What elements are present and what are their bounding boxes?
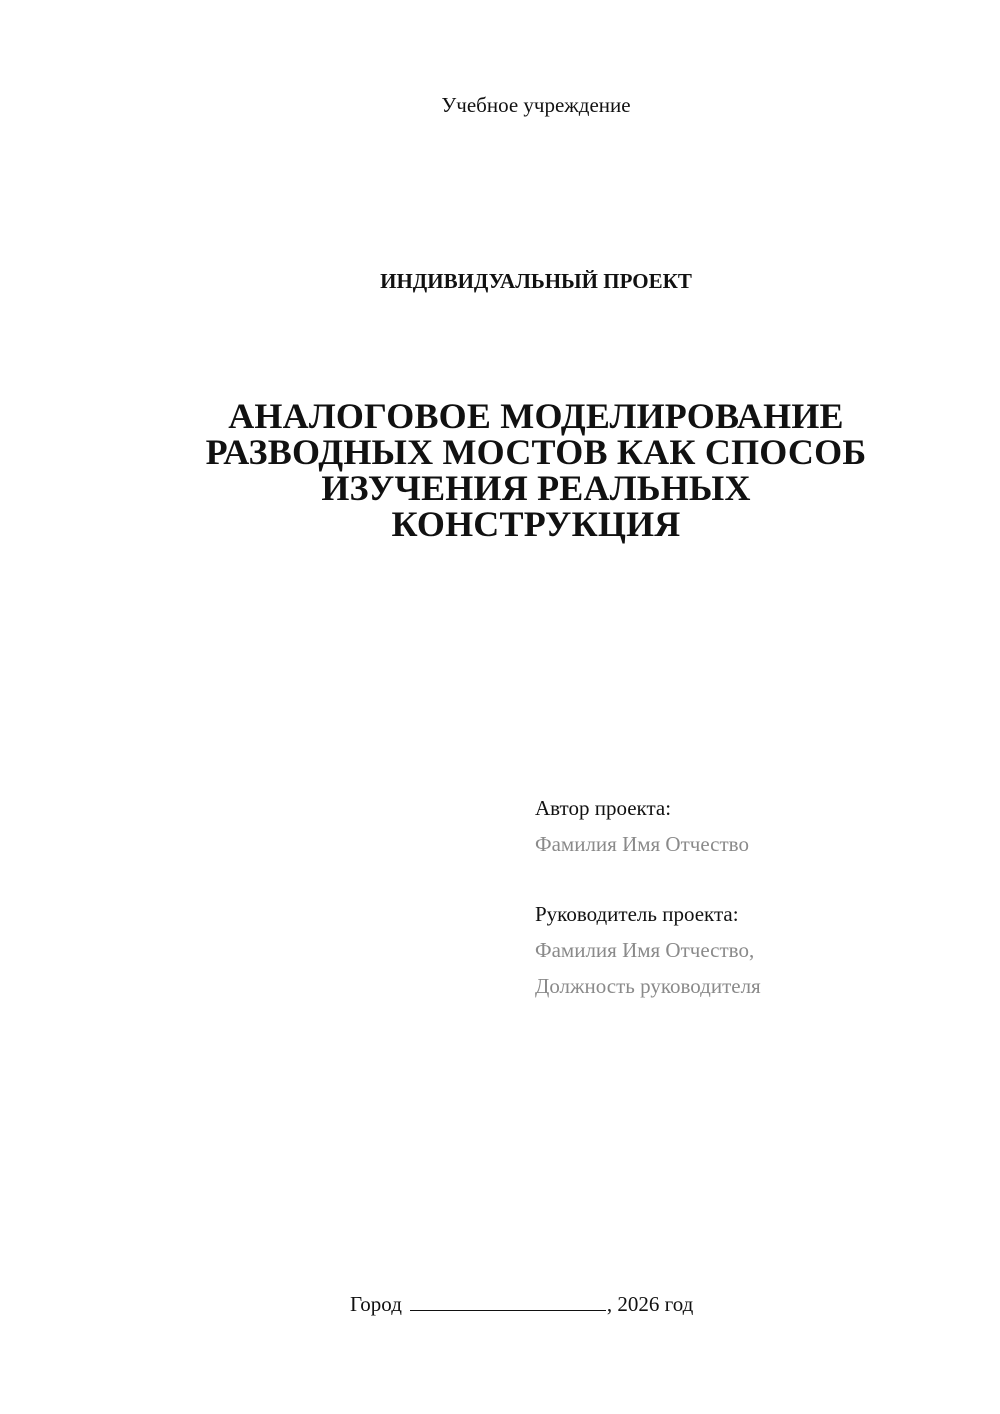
title-line-4: КОНСТРУКЦИЯ xyxy=(391,504,681,544)
city-blank-field xyxy=(410,1292,606,1311)
year-text: , 2026 год xyxy=(606,1292,694,1316)
supervisor-position-placeholder: Должность руководителя xyxy=(535,974,761,998)
author-label: Автор проекта: xyxy=(535,796,672,820)
city-label: Город xyxy=(350,1292,402,1316)
institution-name: Учебное учреждение xyxy=(441,93,631,117)
supervisor-name-placeholder: Фамилия Имя Отчество, xyxy=(535,938,755,962)
author-name-placeholder: Фамилия Имя Отчество xyxy=(535,832,749,856)
city-year-line xyxy=(350,1290,693,1318)
project-title xyxy=(0,398,1000,542)
project-type-heading: ИНДИВИДУАЛЬНЫЙ ПРОЕКТ xyxy=(380,269,692,293)
spacer xyxy=(535,862,761,896)
title-line-3: ИЗУЧЕНИЯ РЕАЛЬНЫХ xyxy=(321,468,751,508)
title-line-2: РАЗВОДНЫХ МОСТОВ КАК СПОСОБ xyxy=(205,432,867,472)
supervisor-label: Руководитель проекта: xyxy=(535,902,739,926)
authorship-block xyxy=(535,790,761,1004)
title-line-1: АНАЛОГОВОЕ МОДЕЛИРОВАНИЕ xyxy=(228,396,844,436)
